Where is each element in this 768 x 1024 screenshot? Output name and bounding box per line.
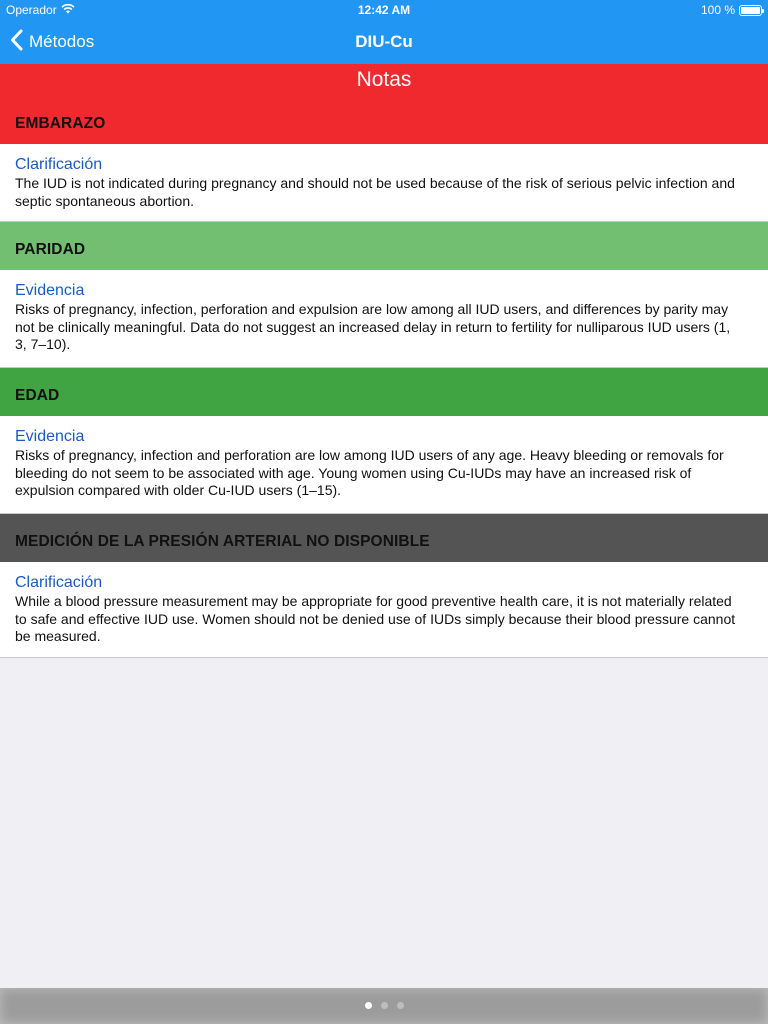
section-body-embarazo <box>0 144 768 222</box>
section-body-presion-arterial <box>0 562 768 658</box>
section-kind: Clarificación <box>15 156 103 173</box>
section-text: The IUD is not indicated during pregnancy and should not be used because of the risk of serious pelvic infection and septic spontaneous abortion. <box>15 175 735 209</box>
battery-icon <box>739 5 762 16</box>
section-body-edad <box>0 416 768 514</box>
section-kind: Evidencia <box>15 282 85 299</box>
page-title: DIU-Cu <box>355 32 413 51</box>
status-time: 12:42 AM <box>357 3 411 17</box>
section-body-paridad <box>0 270 768 368</box>
notes-list <box>0 96 768 658</box>
section-kind: Evidencia <box>15 428 85 445</box>
page-dot-3[interactable] <box>397 1002 404 1009</box>
page-dot-1[interactable] <box>365 1002 372 1009</box>
navigation-bar <box>0 20 768 64</box>
section-kind: Clarificación <box>15 574 103 591</box>
section-text: While a blood pressure measurement may be appropriate for good preventive health care, it is not materially related to safe and effective IUD use. Women should not be denied use of IUDs simply because their blood pressure cannot be measured. <box>15 593 736 644</box>
page-dot-2[interactable] <box>381 1002 388 1009</box>
section-text: Risks of pregnancy, infection and perforation are low among IUD users of any age. Heavy bleeding or removals for bleeding do not seem to be associated with age. Young women using Cu-IUDs may have an increased risk of expulsion compared with older Cu-IUD users (1–15). <box>15 447 724 498</box>
battery-label: 100 % <box>700 3 735 17</box>
section-header-edad: EDAD <box>0 368 768 416</box>
section-header-presion-arterial: MEDICIÓN DE LA PRESIÓN ARTERIAL NO DISPONIBLE <box>0 514 768 562</box>
page-control[interactable] <box>0 1002 768 1009</box>
page-control-bar <box>0 988 768 1024</box>
section-header-paridad: PARIDAD <box>0 222 768 270</box>
section-header-embarazo: EMBARAZO <box>0 96 768 144</box>
back-button-label: Métodos <box>29 32 95 51</box>
carrier-label: Operador <box>6 3 57 17</box>
status-bar <box>0 0 768 20</box>
notes-header: Notas <box>0 64 768 96</box>
top-bar <box>0 0 768 64</box>
battery-group <box>701 0 762 20</box>
section-text: Risks of pregnancy, infection, perforation and expulsion are low among all IUD users, and differences by parity may not be clinically meaningful. Data do not suggest an increased delay in return to fertility for nulliparous IUD users (1, 3, 7–10). <box>15 301 731 352</box>
